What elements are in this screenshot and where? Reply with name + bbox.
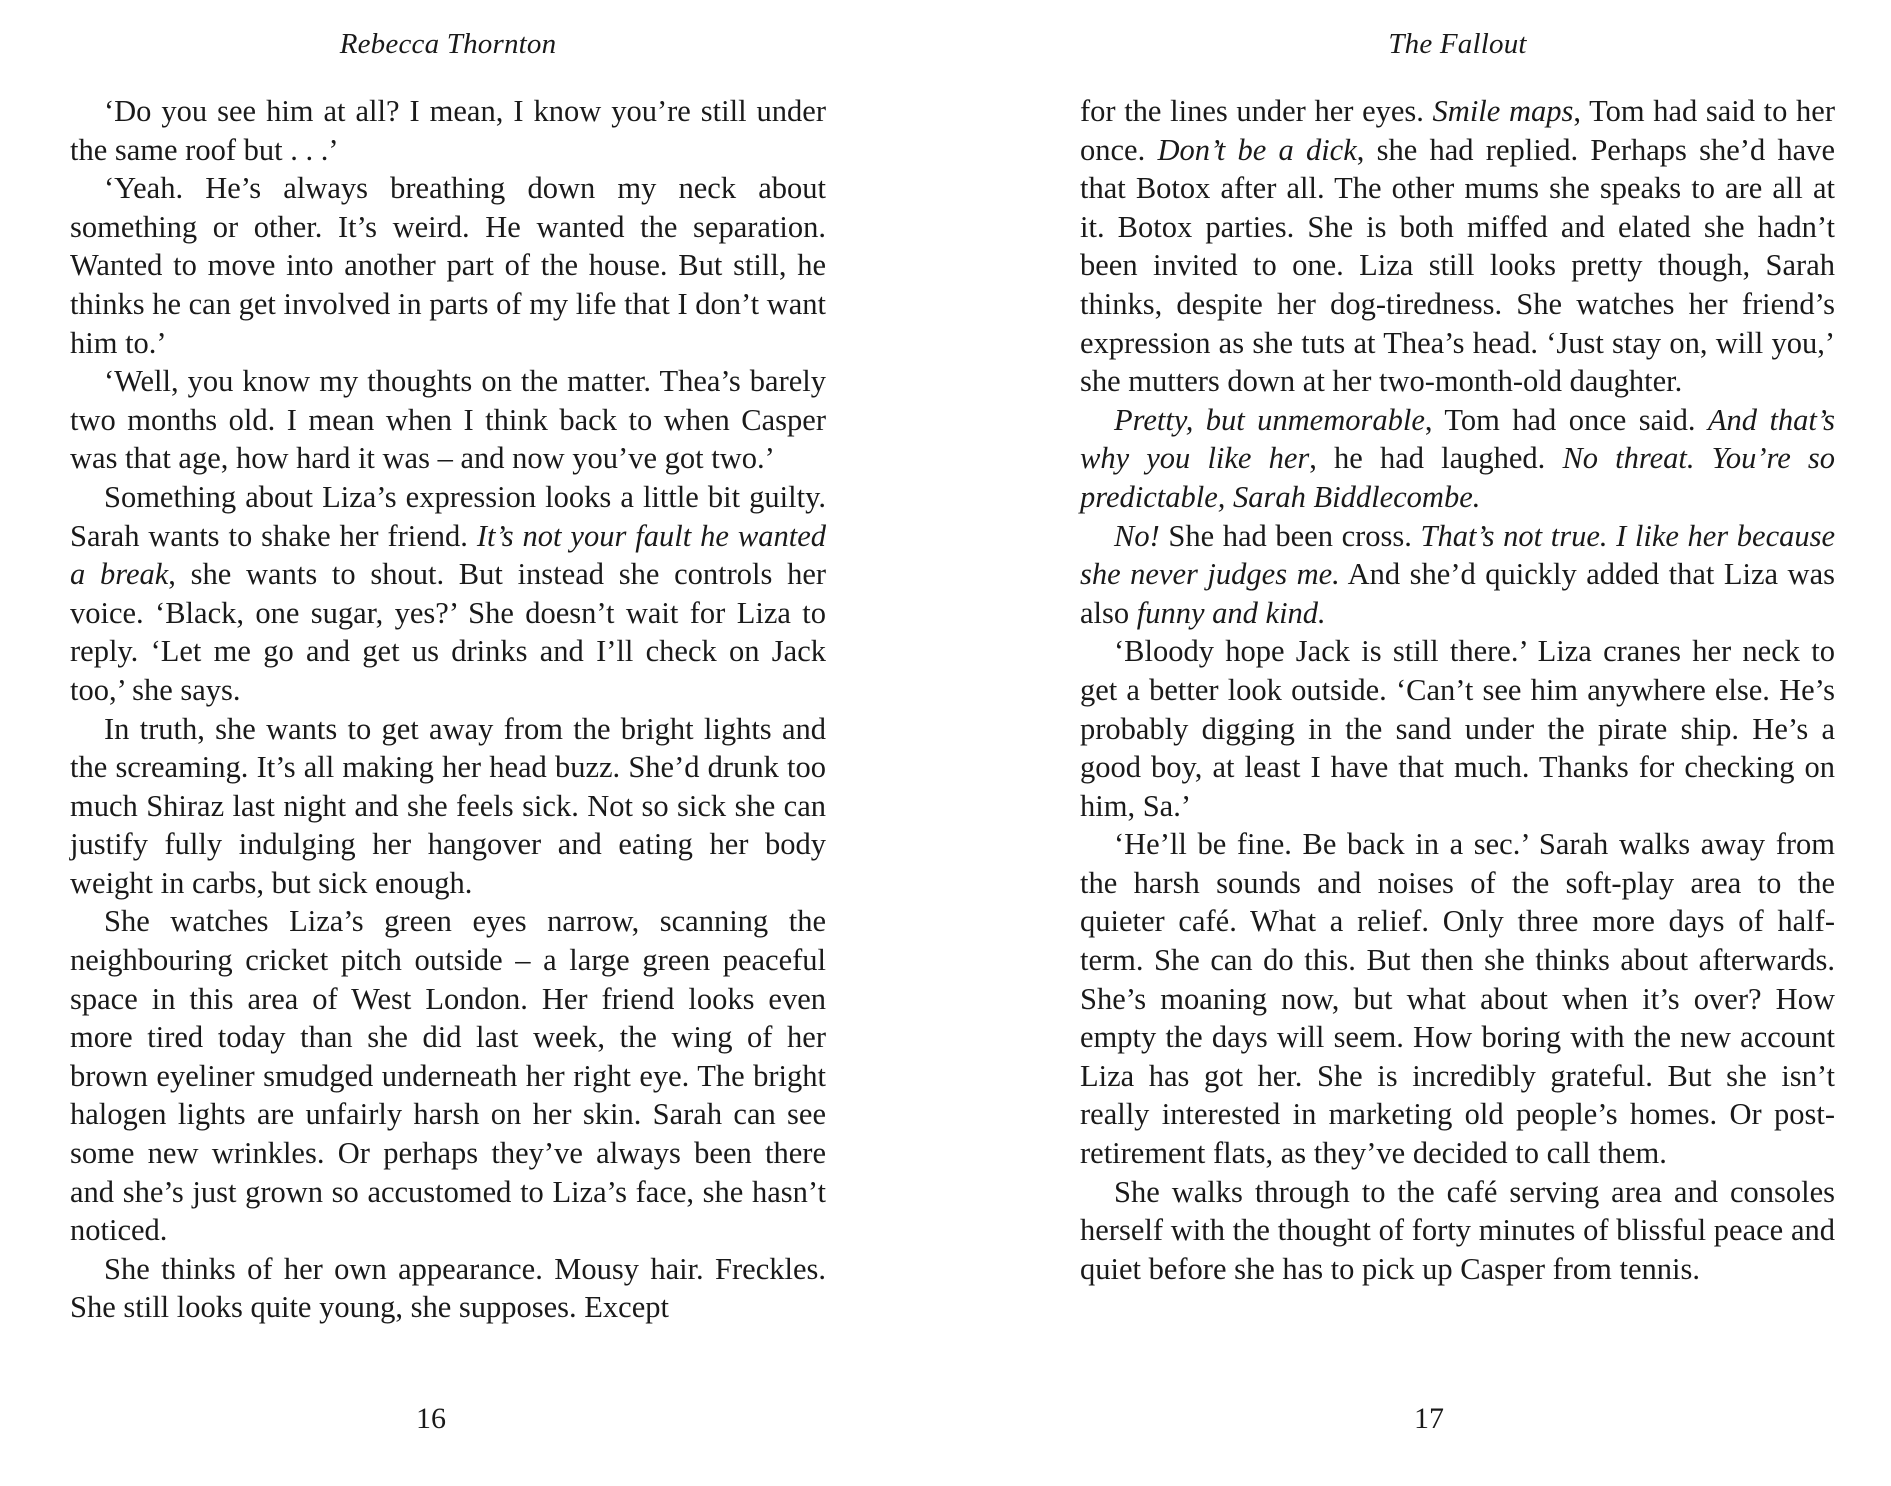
- paragraph: Something about Liza’s expression looks a little bit guilty. Sarah wants to shake her friend. It’s not your fault he wanted a break, she wants to shout. But instead she controls her voice. ‘Black, one sugar, yes?’ She doesn’t wait for Liza to reply. ‘Let me go and get us drinks and I’ll check on Jack too,’ she says.: [70, 479, 827, 707]
- italic-run: Don’t be a dick: [1157, 132, 1357, 167]
- italic-run: funny and kind.: [1136, 595, 1326, 630]
- paragraph: ‘He’ll be fine. Be back in a sec.’ Sarah walks away from the harsh sounds and noises of the soft-play area to the quieter café. What a relief. Only three more days of half-term. She can do this. But then she thinks about afterwards. She’s moaning now, but what about when it’s over? How empty the days will seem. How boring with the new account Liza has got her. She is incredibly grateful. But she isn’t really interested in marketing old people’s homes. Or post-retirement flats, as they’ve decided to call them.: [1080, 827, 1835, 1171]
- paragraph: She watches Liza’s green eyes narrow, scanning the neighbouring cricket pitch outside – a large green peaceful space in this area of West London. Her friend looks even more tired today than she did last week, the wing of her brown eyeliner smudged underneath her right eye. The bright halogen lights are unfairly harsh on her skin. Sarah can see some new wrinkles. Or perhaps they’ve always been there and she’s just grown so accustomed to Liza’s face, she hasn’t noticed.: [70, 904, 826, 1248]
- paragraph: ‘Well, you know my thoughts on the matter. Thea’s barely two months old. I mean when I think back to when Casper was that age, how hard it was – and now you’ve got two.’: [70, 364, 826, 476]
- paragraph: She walks through to the café serving area and consoles herself with the thought of forty minutes of blissful peace and quiet before she has to pick up Casper from tennis.: [1080, 1174, 1835, 1286]
- italic-run: It’s not your fault he wanted a break: [70, 518, 826, 592]
- paragraph: She thinks of her own appearance. Mousy hair. Freckles. She still looks quite young, she supposes. Except: [70, 1251, 826, 1325]
- italic-run: Smile maps: [1432, 94, 1574, 128]
- paragraph: ‘Yeah. He’s always breathing down my neck about something or other. It’s weird. He wanted the separation. Wanted to move into another part of the house. But still, he thinks he can get involved in parts of my life that I don’t want him to.’: [70, 171, 826, 360]
- italic-run: And that’s why you like her: [1080, 402, 1835, 476]
- left-page-body: [70, 92, 826, 1327]
- page-number: 16: [416, 1402, 446, 1435]
- running-head-author: Rebecca Thornton: [339, 28, 557, 60]
- page-number: 17: [1414, 1402, 1444, 1435]
- right-page-body: [1080, 92, 1835, 1288]
- paragraph: ‘Do you see him at all? I mean, I know you’re still under the same roof but . . .’: [70, 94, 826, 167]
- paragraph: ‘Bloody hope Jack is still there.’ Liza cranes her neck to get a better look outside. ‘Can’t see him anywhere else. He’s probably digging in the sand under the pirate ship. He’s a good boy, at least I have that much. Thanks for checking on him, Sa.’: [1080, 634, 1835, 823]
- italic-run: No!: [1114, 518, 1160, 553]
- running-head-title: The Fallout: [1388, 28, 1527, 60]
- paragraph-continued: for the lines under her eyes. Smile maps, Tom had said to her once. Don’t be a dick, she had replied. Perhaps she’d have that Botox after all. The other mums she speaks to are all at it. Botox parties. She is both miffed and elated she hadn’t been invited to one. Liza still looks pretty though, Sarah thinks, despite her dog-tiredness. She watches her friend’s expression as she tuts at Thea’s head. ‘Just stay on, will you,’ she mutters down at her two-month-old daughter.: [1080, 94, 1835, 399]
- left-page: [70, 0, 826, 1486]
- paragraph: In truth, she wants to get away from the bright lights and the screaming. It’s all making her head buzz. She’d drunk too much Shiraz last night and she feels sick. Not so sick she can justify fully indulging her hangover and eating her body weight in carbs, but sick enough.: [70, 711, 826, 900]
- paragraph: Pretty, but unmemorable, Tom had once said. And that’s why you like her, he had laughed. No threat. You’re so predictable, Sarah Biddlecombe.: [1080, 402, 1836, 514]
- italic-run: Pretty, but unmemorable: [1114, 402, 1425, 437]
- paragraph: No! She had been cross. That’s not true. I like her because she never judges me. And she’d quickly added that Liza was also funny and kind.: [1080, 518, 1836, 630]
- italic-run: That’s not true. I like her because she never judges me.: [1080, 518, 1836, 592]
- right-page: [1080, 0, 1835, 1486]
- italic-run: No threat. You’re so predictable, Sarah Biddlecombe.: [1080, 441, 1836, 514]
